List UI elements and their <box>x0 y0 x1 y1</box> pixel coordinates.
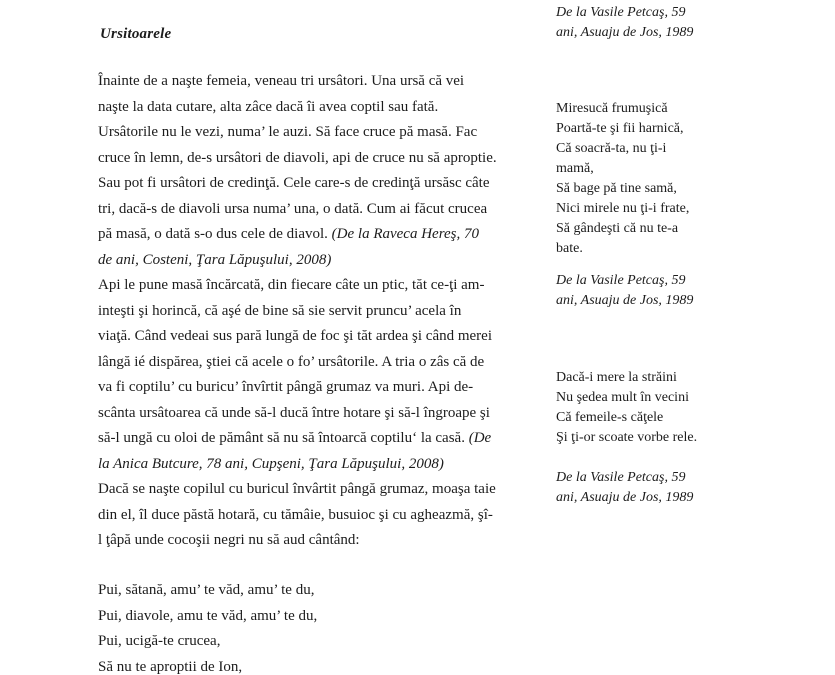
section-title: Ursitoarele <box>100 26 172 42</box>
verse-line: mamă, <box>556 161 594 176</box>
verse-line: Nici mirele nu ţi-i frate, <box>556 201 690 216</box>
side-column <box>556 3 796 508</box>
text-run: tri, dacă-s de diavoli ursa numa’ una, o dată. Cum ai făcut crucea <box>98 200 488 217</box>
text-line <box>98 324 546 350</box>
text-run: Sau pot fi ursâtori de credinţă. Cele care-s de credinţă ursăsc câte <box>98 175 490 191</box>
text-run: Înainte de a naşte femeia, veneau tri ursâtori. Una ursă că vei <box>98 73 465 89</box>
source-attribution-run: (De <box>468 430 492 446</box>
verse-line: bate. <box>556 241 583 256</box>
text-line <box>98 528 546 554</box>
verse-line: Că femeile-s căţele <box>556 410 664 425</box>
incantation-line: Pui, ucigă-te crucea, <box>98 633 221 649</box>
paragraph-block <box>98 69 546 554</box>
verse-line: Şi ţi-or scoate vorbe rele. <box>556 430 698 445</box>
text-line <box>98 401 546 427</box>
text-run: va fi coptilu’ cu buricu’ învîrtit pângă grumaz va muri. Api de- <box>98 379 474 395</box>
text-line <box>98 171 546 197</box>
text-run: naşte la data cutare, alta zâce dacă îi avea coptil sau fată. <box>98 98 439 115</box>
text-line <box>98 477 546 503</box>
text-line <box>98 69 546 95</box>
source-attribution-run: la Anica Butcure, 78 ani, Cupşeni, Ţara Lăpuşului, 2008) <box>98 455 444 472</box>
text-line <box>98 146 546 172</box>
text-run: scânta ursâtoarea că unde să-l ducă între hotare şi să-l îngroape şi <box>98 404 490 421</box>
text-line <box>98 503 546 529</box>
text-line <box>98 120 546 146</box>
text-line <box>98 375 546 401</box>
folk-verse <box>556 368 796 448</box>
attribution-line: ani, Asuaju de Jos, 1989 <box>556 490 694 505</box>
incantation-line: Pui, diavole, amu te văd, amu’ te du, <box>98 607 318 624</box>
text-line <box>98 452 546 478</box>
text-run: Api le pune masă încărcată, din fiecare câte un ptic, tăt ce-ţi am- <box>98 277 485 293</box>
attribution-line: ani, Asuaju de Jos, 1989 <box>556 25 694 40</box>
verse-line: Miresucă frumuşică <box>556 101 668 116</box>
attribution-line: De la Vasile Petcaş, 59 <box>556 470 686 485</box>
text-line <box>98 299 546 325</box>
text-line <box>98 222 546 248</box>
incantation-verse <box>98 578 546 675</box>
text-run: lângă ié dispărea, ştiei că acele o fo’ ursâtorile. A tria o zâs că de <box>98 353 485 370</box>
source-attribution-run: de ani, Costeni, Ţara Lăpuşului, 2008) <box>98 251 332 268</box>
text-run: Dacă se naşte copilul cu buricul învârtit pângă grumaz, moaşa taie <box>98 481 496 497</box>
text-run: l ţâpă unde cocoşii negri nu să aud cântând: <box>98 532 360 548</box>
verse-line: Dacă-i mere la străini <box>556 370 677 385</box>
verse-line: Nu şedea mult în vecini <box>556 390 689 405</box>
incantation-line: Pui, sătană, amu’ te văd, amu’ te du, <box>98 582 315 598</box>
verse-line: Poartă-te şi fii harnică, <box>556 121 684 136</box>
text-line <box>98 273 546 299</box>
text-run: pă masă, o dată s-o dus cele de diavol. <box>98 226 332 242</box>
attribution-line: De la Vasile Petcaş, 59 <box>556 5 686 20</box>
text-line <box>98 350 546 376</box>
text-run: din el, îl duce păstă hotară, cu tămâie, busuioc şi cu agheazmă, şî- <box>98 506 493 523</box>
verse-line: Să gândeşti că nu te-a <box>556 221 679 236</box>
text-run: să-l ungă cu oloi de pământ să nu să întoarcă coptilu‘ la casă. <box>98 430 469 446</box>
text-line <box>98 248 546 274</box>
text-line <box>98 95 546 121</box>
source-attribution <box>556 468 796 508</box>
text-line <box>98 426 546 452</box>
text-run: Ursâtorile nu le vezi, numa’ le auzi. Să face cruce pă masă. Fac <box>98 124 478 140</box>
verse-line: Că soacră-ta, nu ţi-i <box>556 141 667 156</box>
attribution-line: ani, Asuaju de Jos, 1989 <box>556 293 694 308</box>
incantation-line: Să nu te aproptii de Ion, <box>98 658 243 675</box>
text-run: cruce în lemn, de-s ursâtori de diavoli, api de cruce nu să aproptie. <box>98 149 497 166</box>
attribution-line: De la Vasile Petcaş, 59 <box>556 273 686 288</box>
source-attribution <box>556 271 796 311</box>
text-run: inteşti şi horincă, că aşé de bine să sie servit pruncu’ acela în <box>98 302 462 319</box>
main-text-column <box>98 21 546 675</box>
text-line <box>98 197 546 223</box>
folk-verse <box>556 99 796 259</box>
source-attribution <box>556 3 796 43</box>
verse-line: Să bage pă tine samă, <box>556 181 677 196</box>
source-attribution-run: (De la Raveca Hereş, 70 <box>331 226 479 242</box>
text-run: viaţă. Când vedeai sus pară lungă de foc şi tăt ardea şi când merei <box>98 328 493 344</box>
